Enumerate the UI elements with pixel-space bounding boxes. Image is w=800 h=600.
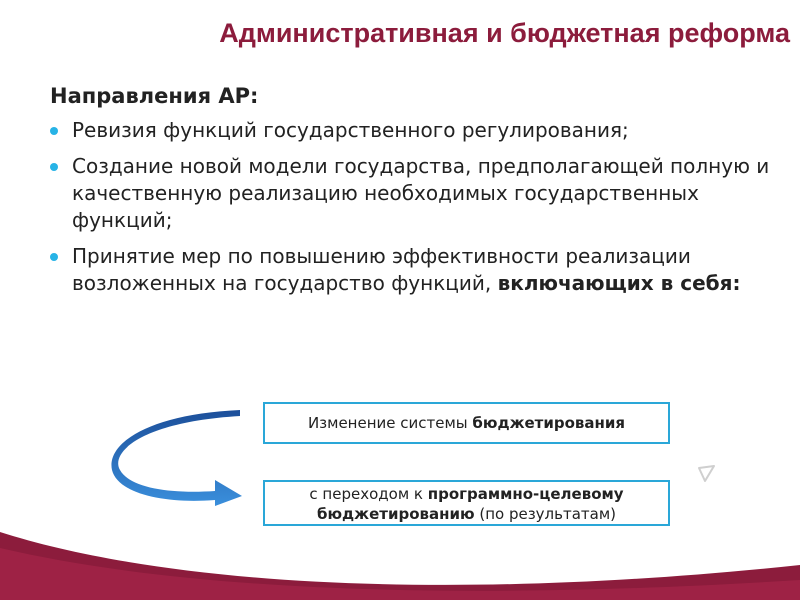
bullet-text: Ревизия функций государственного регулирования; xyxy=(72,118,629,142)
bullet-dot-icon xyxy=(50,127,58,135)
bullet-list xyxy=(50,117,770,306)
small-triangle-icon xyxy=(697,464,717,484)
section-heading: Направления АР: xyxy=(50,84,259,108)
bullet-dot-icon xyxy=(50,163,58,171)
decorative-swoosh xyxy=(0,510,800,600)
slide-title: Административная и бюджетная реформа xyxy=(219,18,790,48)
bullet-dot-icon xyxy=(50,253,58,261)
bullet-text: Принятие мер по повышению эффективности реализации возложенных на государство функций, xyxy=(72,244,691,295)
bullet-item xyxy=(50,243,770,297)
budgeting-change-box xyxy=(263,402,670,444)
box1-text: Изменение системы xyxy=(307,414,473,432)
box2-tail-text: (по результатам) xyxy=(474,505,617,523)
box2-text: с переходом к xyxy=(309,485,428,503)
bullet-item xyxy=(50,153,770,234)
bullet-item xyxy=(50,117,770,144)
bullet-bold-text: включающих в себя: xyxy=(497,271,741,295)
box2-bold-text: программно-целевому бюджетированию xyxy=(316,485,624,523)
box1-bold-text: бюджетирования xyxy=(472,414,626,432)
bullet-text: Создание новой модели государства, предполагающей полную и качественную реализацию необходимых государственных функций; xyxy=(72,154,770,232)
curved-arrow-icon xyxy=(110,408,250,508)
